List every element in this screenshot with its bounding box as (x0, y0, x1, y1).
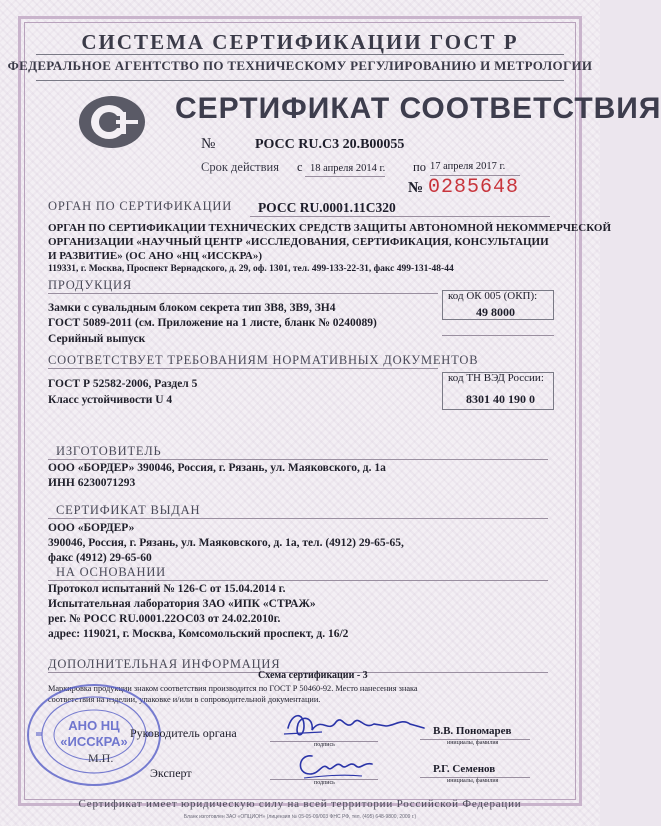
caption-name: инициалы, фамилия (447, 778, 499, 784)
divider (36, 80, 564, 81)
basis-line-1: Протокол испытаний № 126-С от 15.04.2014 г. (48, 583, 286, 595)
validity-label: Срок действия (201, 160, 279, 174)
head-label: Руководитель органа (130, 726, 237, 740)
divider (36, 54, 564, 55)
caption-name: инициалы, фамилия (447, 740, 499, 746)
legal-note: Сертификат имеет юридическую силу на всей территории Российской Федерации (78, 798, 522, 810)
head-signature-icon (282, 708, 432, 744)
extra-info-label: ДОПОЛНИТЕЛЬНАЯ ИНФОРМАЦИЯ (48, 657, 281, 671)
date-from: 18 апреля 2014 г. (310, 163, 386, 174)
issued-label: СЕРТИФИКАТ ВЫДАН (56, 503, 201, 517)
underline (442, 335, 554, 336)
extra-text-1: Маркировка продукции знаком соответствия производится по ГОСТ Р 50460-92. Место нанесения знака (48, 684, 418, 693)
stamp-center-line-1: АНО НЦ (68, 718, 120, 733)
tnved-value: 8301 40 190 0 (466, 392, 535, 406)
compliance-label: СООТВЕТСТВУЕТ ТРЕБОВАНИЯМ НОРМАТИВНЫХ ДОКУМЕНТОВ (48, 353, 479, 367)
expert-label: Эксперт (150, 766, 192, 780)
organ-code: РОСС RU.0001.11С320 (258, 200, 396, 215)
organ-address: 119331, г. Москва, Проспект Вернадского, д. 29, оф. 1301, тел. 499-133-22-31, факс 499-131-48-44 (48, 264, 454, 274)
expert-signature-icon (292, 748, 382, 782)
certificate-title: СЕРТИФИКАТ СООТВЕТСТВИЯ (175, 92, 661, 125)
organ-line-3: И РАЗВИТИЕ» (ОС АНО «НЦ «ИССКРА») (48, 250, 263, 262)
underline (250, 216, 550, 217)
divider (48, 368, 438, 369)
issued-line-1: ООО «БОРДЕР» (48, 522, 135, 534)
blank-number: 0285648 (428, 176, 520, 199)
divider (48, 293, 438, 294)
manufacturer-line-2: ИНН 6230071293 (48, 477, 136, 489)
basis-line-2: Испытательная лаборатория ЗАО «ИПК «СТРАЖ» (48, 598, 316, 610)
print-info: Бланк изготовлен ЗАО «ОПЦИОН» (лицензия № 05-05-09/003 ФНС РФ, тел. (495) 648-9800, 2009 г.) (183, 814, 417, 820)
issued-line-2: 390046, Россия, г. Рязань, ул. Маяковского, д. 1а, тел. (4912) 29-65-65, (48, 537, 404, 549)
manufacturer-label: ИЗГОТОВИТЕЛЬ (56, 444, 162, 458)
product-line-3: Серийный выпуск (48, 333, 146, 345)
expert-name: Р.Г. Семенов (433, 763, 496, 775)
basis-label: НА ОСНОВАНИИ (56, 565, 167, 579)
underline (305, 176, 385, 177)
blank-number-label: № (408, 180, 424, 196)
stamp-center-line-2: «ИССКРА» (60, 734, 128, 749)
mp-label: М.П. (88, 751, 114, 765)
rst-logo-icon (76, 94, 148, 155)
organ-line-1: ОРГАН ПО СЕРТИФИКАЦИИ ТЕХНИЧЕСКИХ СРЕДСТВ ЗАЩИТЫ АВТОНОМНОЙ НЕКОММЕРЧЕСКОЙ (48, 222, 612, 234)
certification-scheme: Схема сертификации - 3 (258, 670, 368, 681)
issued-line-3: факс (4912) 29-65-60 (48, 552, 152, 564)
organ-line-2: ОРГАНИЗАЦИИ «НАУЧНЫЙ ЦЕНТР «ИССЛЕДОВАНИЯ, СЕРТИФИКАЦИЯ, КОНСУЛЬТАЦИИ (48, 236, 549, 248)
certificate-number: РОСС RU.С3 20.В00055 (255, 137, 405, 152)
divider (48, 518, 548, 519)
to-word: по (413, 160, 426, 174)
date-to: 17 апреля 2017 г. (430, 161, 506, 172)
number-label: № (201, 136, 216, 152)
agency-name: ФЕДЕРАЛЬНОЕ АГЕНТСТВО ПО ТЕХНИЧЕСКОМУ РЕГУЛИРОВАНИЮ И МЕТРОЛОГИИ (7, 58, 593, 73)
extra-text-2: соответствия на изделии, упаковке и/или в сопроводительной документации. (48, 695, 321, 704)
divider (48, 459, 548, 460)
head-name: В.В. Пономарев (433, 725, 512, 737)
basis-line-3: рег. № РОСС RU.0001.22ОС03 от 24.02.2010г. (48, 613, 281, 625)
divider (48, 580, 548, 581)
tnved-label: код ТН ВЭД России: (448, 372, 544, 384)
caption-sign: подпись (314, 780, 335, 786)
organ-label: ОРГАН ПО СЕРТИФИКАЦИИ (48, 199, 233, 213)
compliance-line-2: Класс устойчивости U 4 (48, 394, 173, 406)
product-label: ПРОДУКЦИЯ (48, 278, 132, 292)
manufacturer-line-1: ООО «БОРДЕР» 390046, Россия, г. Рязань, ул. Маяковского, д. 1а (48, 462, 386, 474)
basis-line-4: адрес: 119021, г. Москва, Комсомольский проспект, д. 16/2 (48, 628, 349, 640)
caption-sign: подпись (314, 742, 335, 748)
from-word: с (297, 160, 303, 174)
compliance-line-1: ГОСТ Р 52582-2006, Раздел 5 (48, 378, 198, 390)
okp-label: код ОК 005 (ОКП): (448, 290, 538, 302)
product-line-1: Замки с сувальдным блоком секрета тип ЗВ8, ЗВ9, ЗН4 (48, 302, 336, 314)
product-line-2: ГОСТ 5089-2011 (см. Приложение на 1 листе, бланк № 0240089) (48, 317, 377, 329)
system-title: СИСТЕМА СЕРТИФИКАЦИИ ГОСТ Р (81, 30, 519, 54)
okp-value: 49 8000 (476, 305, 515, 319)
